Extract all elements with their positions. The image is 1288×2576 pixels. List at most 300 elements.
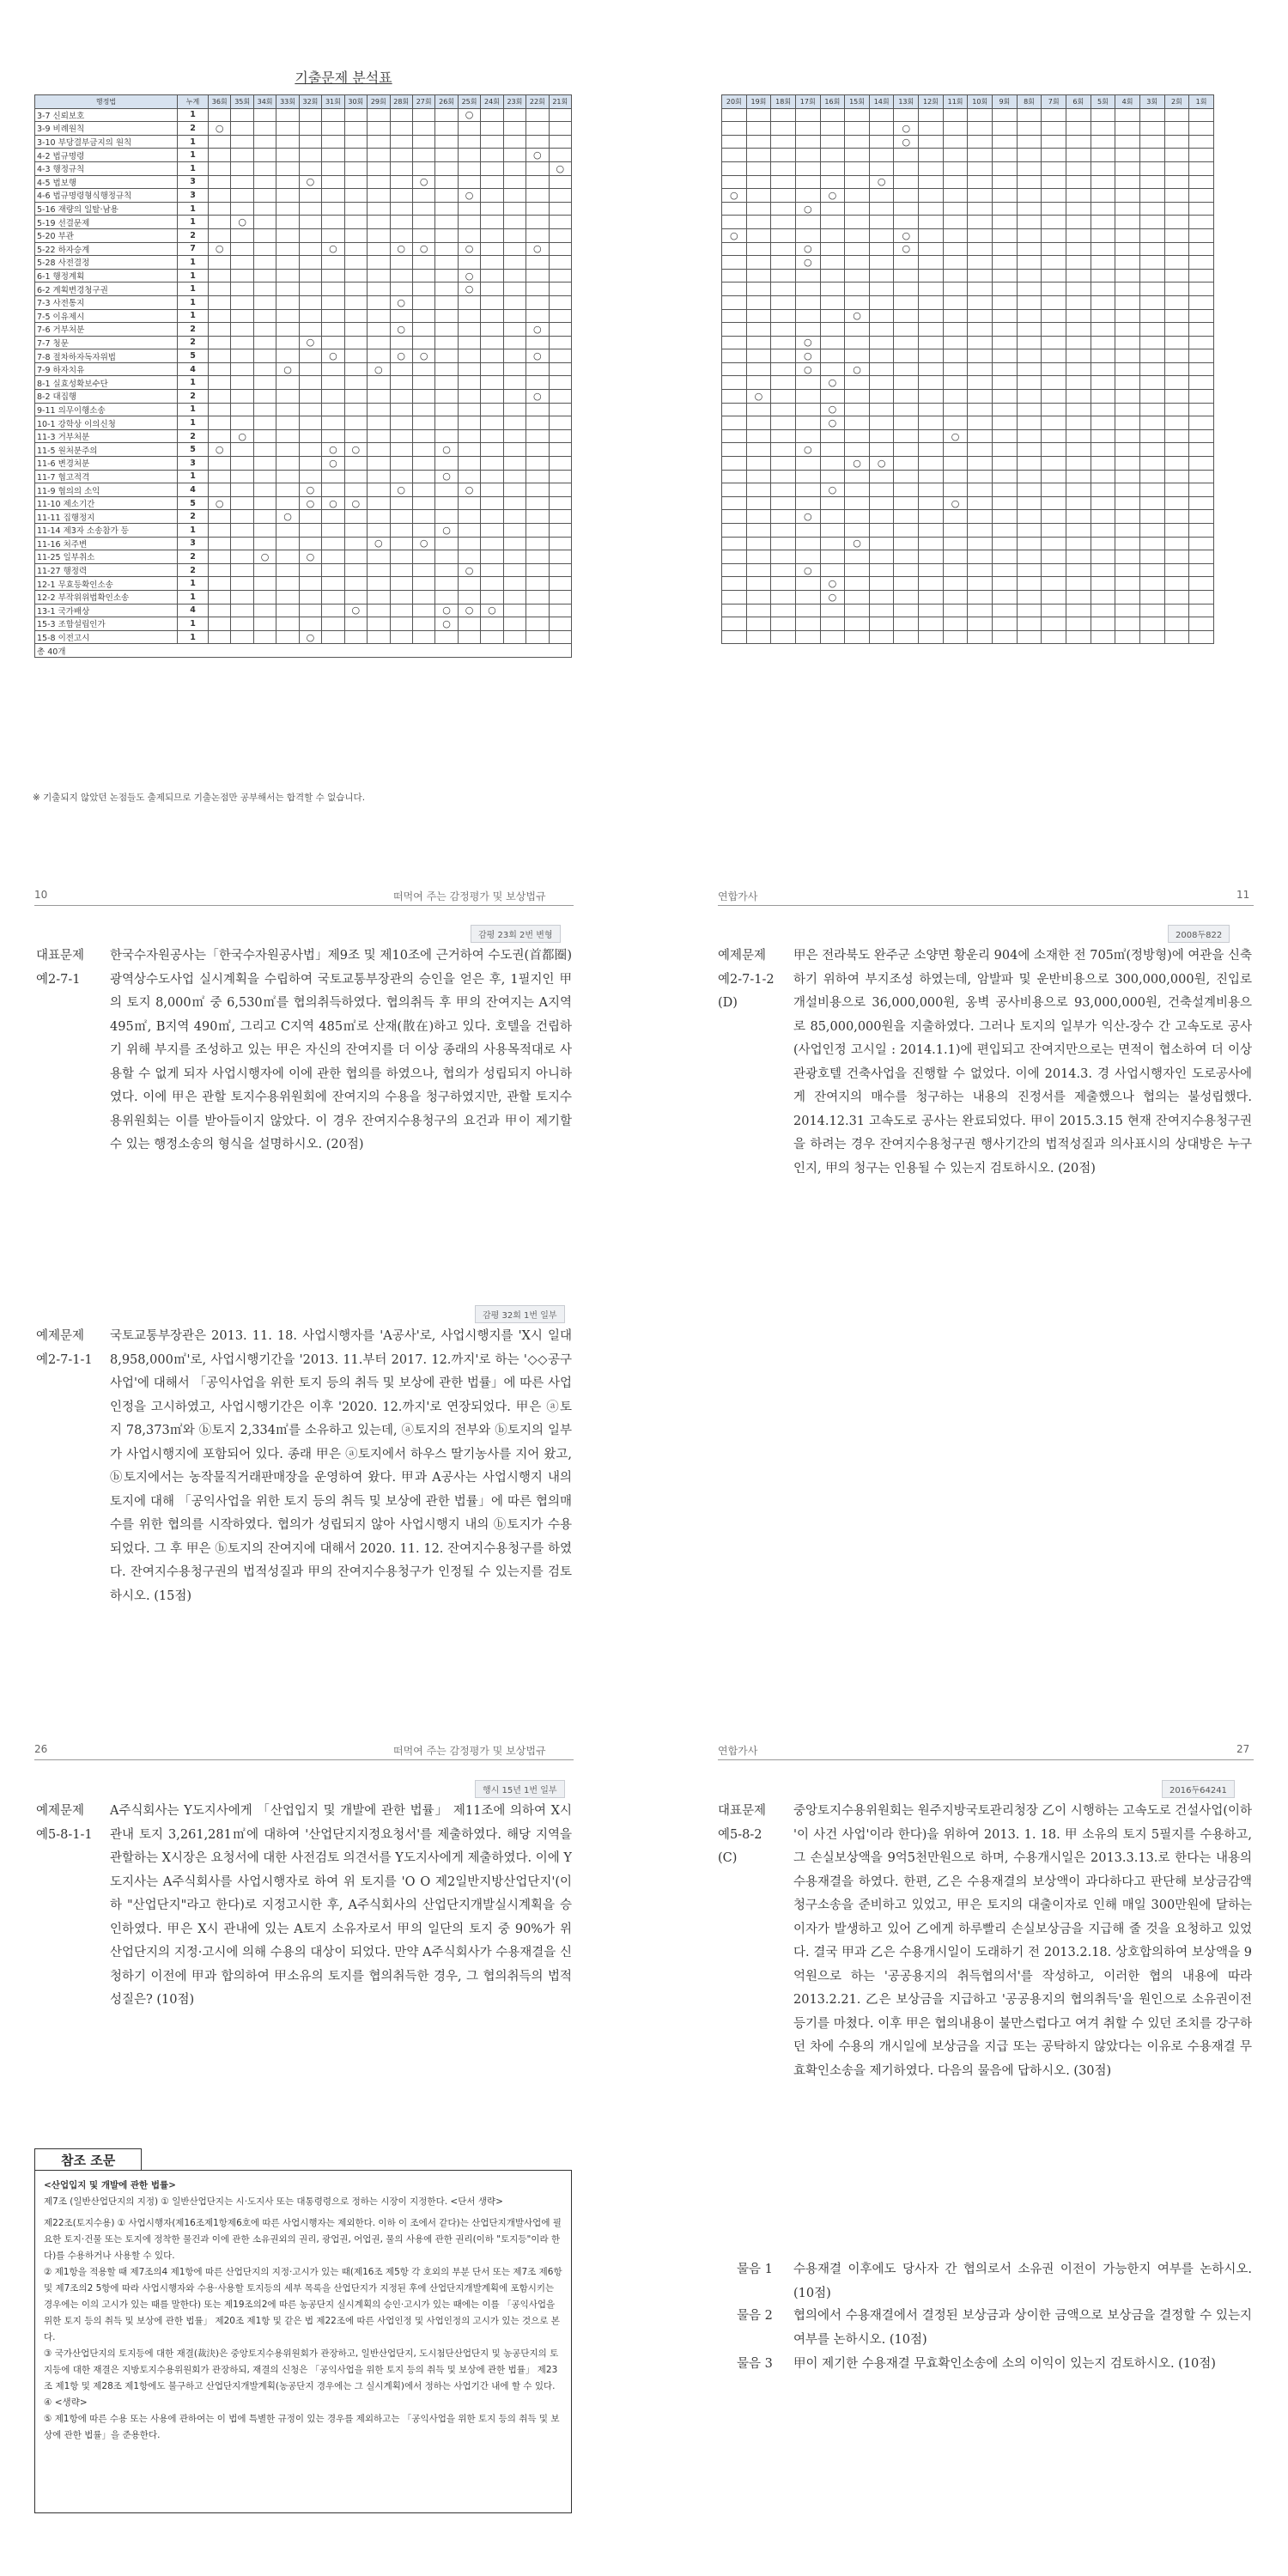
- topic-count: 1: [178, 283, 209, 296]
- table-row: [35, 122, 572, 136]
- empty-cell: [503, 295, 526, 309]
- empty-cell: [1115, 228, 1140, 242]
- empty-cell: [919, 416, 944, 430]
- empty-cell: [820, 309, 845, 323]
- empty-cell: [368, 256, 390, 270]
- empty-cell: [231, 283, 253, 296]
- empty-cell: [209, 135, 231, 149]
- empty-cell: [1164, 228, 1189, 242]
- empty-cell: [526, 429, 549, 443]
- exam-mark: ○: [820, 577, 845, 591]
- table-row: [35, 443, 572, 457]
- empty-cell: [481, 550, 503, 564]
- empty-cell: [322, 524, 344, 538]
- empty-cell: [1115, 550, 1140, 564]
- empty-cell: [458, 390, 480, 404]
- empty-cell: [869, 309, 894, 323]
- exam-mark: ○: [526, 349, 549, 363]
- empty-cell: [209, 537, 231, 550]
- empty-cell: [549, 135, 571, 149]
- empty-cell: [919, 202, 944, 216]
- empty-cell: [795, 630, 820, 644]
- empty-cell: [368, 216, 390, 229]
- empty-cell: [1164, 403, 1189, 416]
- empty-cell: [344, 189, 367, 203]
- empty-cell: [390, 376, 412, 390]
- empty-cell: [1017, 537, 1042, 550]
- empty-cell: [1066, 349, 1091, 363]
- empty-cell: [435, 496, 458, 510]
- analysis-title: 기출문제 분석표: [295, 70, 392, 86]
- empty-cell: [344, 228, 367, 242]
- empty-cell: [1164, 577, 1189, 591]
- reference-line: ③ 국가산업단지의 토지등에 대한 재결(裁決)은 중앙토지수용위원회가 관장하고, 일반산업단지, 도시첨단산업단지 및 농공단지의 토지등에 대한 재결은 지방토지수용위원회가 관장하되, 재결의 신청은 「공익사업을 위한 토지 등의 취득 및 보상에 관한 법률」 제23조 제1항 및 제28조 제1항에도 불구하고 산업단지개발계획(농공단지 경우에는 그 실시계획)에서 정하는 사업기간 내에 할 수 있다.: [44, 2348, 559, 2391]
- empty-cell: [253, 496, 276, 510]
- empty-cell: [1042, 108, 1066, 122]
- empty-cell: [722, 537, 747, 550]
- topic-name: 11-3 거부처분: [35, 429, 178, 443]
- table-row: [722, 135, 1214, 149]
- empty-cell: [299, 390, 321, 404]
- empty-cell: [503, 189, 526, 203]
- empty-cell: [1017, 122, 1042, 136]
- empty-cell: [1115, 242, 1140, 256]
- topic-count: 1: [178, 256, 209, 270]
- empty-cell: [322, 390, 344, 404]
- empty-cell: [1115, 604, 1140, 617]
- empty-cell: [503, 283, 526, 296]
- table-row: [35, 216, 572, 229]
- empty-cell: [919, 336, 944, 349]
- empty-cell: [549, 189, 571, 203]
- empty-cell: [322, 429, 344, 443]
- empty-cell: [299, 563, 321, 577]
- empty-cell: [1139, 496, 1164, 510]
- empty-cell: [1164, 496, 1189, 510]
- empty-cell: [1091, 510, 1115, 524]
- empty-cell: [549, 216, 571, 229]
- empty-cell: [503, 362, 526, 376]
- empty-cell: [1066, 524, 1091, 538]
- table-row: [35, 457, 572, 471]
- topic-name: 7-6 거부처분: [35, 323, 178, 337]
- empty-cell: [968, 563, 993, 577]
- empty-cell: [845, 617, 870, 631]
- topic-name: 11-7 협고적격: [35, 470, 178, 483]
- empty-cell: [1164, 149, 1189, 162]
- empty-cell: [276, 228, 299, 242]
- empty-cell: [322, 256, 344, 270]
- empty-cell: [746, 483, 771, 497]
- empty-cell: [771, 323, 796, 337]
- table-row: [722, 175, 1214, 189]
- empty-cell: [746, 108, 771, 122]
- empty-cell: [968, 429, 993, 443]
- exam-mark: ○: [390, 323, 412, 337]
- page-number: 27: [1236, 1743, 1250, 1755]
- empty-cell: [549, 496, 571, 510]
- empty-cell: [771, 202, 796, 216]
- empty-cell: [820, 269, 845, 283]
- empty-cell: [1091, 470, 1115, 483]
- empty-cell: [344, 323, 367, 337]
- empty-cell: [231, 135, 253, 149]
- topic-count: 1: [178, 309, 209, 323]
- empty-cell: [276, 577, 299, 591]
- empty-cell: [771, 590, 796, 604]
- empty-cell: [869, 256, 894, 270]
- empty-cell: [253, 617, 276, 631]
- empty-cell: [845, 269, 870, 283]
- empty-cell: [253, 362, 276, 376]
- empty-cell: [299, 470, 321, 483]
- empty-cell: [231, 349, 253, 363]
- empty-cell: [481, 524, 503, 538]
- empty-cell: [820, 630, 845, 644]
- topic-count: 1: [178, 403, 209, 416]
- empty-cell: [276, 149, 299, 162]
- empty-cell: [1164, 135, 1189, 149]
- empty-cell: [276, 269, 299, 283]
- empty-cell: [771, 216, 796, 229]
- analysis-footnote: ※ 기출되지 않았던 논점들도 출제되므로 기출논점만 공부해서는 합격할 수 없습니다.: [33, 793, 366, 803]
- empty-cell: [276, 283, 299, 296]
- empty-cell: [299, 108, 321, 122]
- empty-cell: [390, 429, 412, 443]
- empty-cell: [845, 161, 870, 175]
- empty-cell: [845, 149, 870, 162]
- empty-cell: [845, 175, 870, 189]
- table-row: [35, 403, 572, 416]
- header-rule: [718, 1759, 1254, 1760]
- empty-cell: [368, 457, 390, 471]
- empty-cell: [1189, 295, 1214, 309]
- empty-cell: [795, 590, 820, 604]
- empty-cell: [549, 510, 571, 524]
- exam-mark: ○: [322, 457, 344, 471]
- empty-cell: [919, 429, 944, 443]
- table-row: [35, 228, 572, 242]
- empty-cell: [368, 323, 390, 337]
- empty-cell: [894, 403, 919, 416]
- empty-cell: [1189, 161, 1214, 175]
- empty-cell: [771, 149, 796, 162]
- empty-cell: [481, 161, 503, 175]
- empty-cell: [746, 376, 771, 390]
- empty-cell: [1139, 228, 1164, 242]
- empty-cell: [322, 604, 344, 617]
- empty-cell: [1042, 216, 1066, 229]
- table-row: [722, 189, 1214, 203]
- empty-cell: [435, 577, 458, 591]
- empty-cell: [503, 496, 526, 510]
- empty-cell: [458, 309, 480, 323]
- empty-cell: [231, 470, 253, 483]
- empty-cell: [344, 429, 367, 443]
- empty-cell: [253, 242, 276, 256]
- table-row: [35, 135, 572, 149]
- empty-cell: [771, 390, 796, 404]
- exam-mark: ○: [322, 242, 344, 256]
- empty-cell: [943, 216, 968, 229]
- empty-cell: [231, 149, 253, 162]
- round-header: 8회: [1017, 95, 1042, 109]
- empty-cell: [943, 269, 968, 283]
- topic-count: 2: [178, 550, 209, 564]
- empty-cell: [1164, 630, 1189, 644]
- empty-cell: [1042, 443, 1066, 457]
- empty-cell: [412, 590, 434, 604]
- empty-cell: [412, 108, 434, 122]
- empty-cell: [968, 537, 993, 550]
- table-row: [722, 590, 1214, 604]
- empty-cell: [894, 216, 919, 229]
- empty-cell: [368, 122, 390, 136]
- empty-cell: [390, 256, 412, 270]
- empty-cell: [299, 577, 321, 591]
- table-row: [35, 283, 572, 296]
- empty-cell: [412, 563, 434, 577]
- empty-cell: [1164, 242, 1189, 256]
- empty-cell: [869, 390, 894, 404]
- empty-cell: [795, 216, 820, 229]
- empty-cell: [1091, 336, 1115, 349]
- empty-cell: [209, 470, 231, 483]
- empty-cell: [299, 242, 321, 256]
- empty-cell: [549, 429, 571, 443]
- empty-cell: [412, 416, 434, 430]
- empty-cell: [795, 577, 820, 591]
- empty-cell: [820, 216, 845, 229]
- empty-cell: [481, 537, 503, 550]
- empty-cell: [231, 604, 253, 617]
- reference-heading: <산업입지 및 개발에 관한 법률>: [44, 2180, 176, 2190]
- empty-cell: [845, 216, 870, 229]
- empty-cell: [481, 630, 503, 644]
- table-row: [35, 108, 572, 122]
- empty-cell: [458, 470, 480, 483]
- empty-cell: [231, 175, 253, 189]
- empty-cell: [1189, 457, 1214, 471]
- empty-cell: [276, 416, 299, 430]
- empty-cell: [919, 403, 944, 416]
- topic-name: 9-11 의무이행소송: [35, 403, 178, 416]
- empty-cell: [390, 630, 412, 644]
- empty-cell: [1091, 376, 1115, 390]
- empty-cell: [919, 349, 944, 363]
- empty-cell: [503, 376, 526, 390]
- empty-cell: [943, 256, 968, 270]
- table-row: [722, 202, 1214, 216]
- empty-cell: [1017, 429, 1042, 443]
- empty-cell: [1066, 135, 1091, 149]
- empty-cell: [894, 496, 919, 510]
- empty-cell: [820, 604, 845, 617]
- empty-cell: [276, 550, 299, 564]
- empty-cell: [299, 216, 321, 229]
- empty-cell: [526, 309, 549, 323]
- empty-cell: [1139, 563, 1164, 577]
- exam-mark: ○: [845, 537, 870, 550]
- empty-cell: [894, 202, 919, 216]
- empty-cell: [1042, 336, 1066, 349]
- empty-cell: [943, 403, 968, 416]
- round-header: 28회: [390, 95, 412, 109]
- empty-cell: [526, 563, 549, 577]
- empty-cell: [919, 510, 944, 524]
- empty-cell: [435, 175, 458, 189]
- empty-cell: [231, 457, 253, 471]
- empty-cell: [722, 216, 747, 229]
- empty-cell: [1066, 362, 1091, 376]
- empty-cell: [299, 228, 321, 242]
- exam-mark: ○: [820, 189, 845, 203]
- empty-cell: [771, 283, 796, 296]
- empty-cell: [435, 269, 458, 283]
- empty-cell: [968, 630, 993, 644]
- empty-cell: [344, 470, 367, 483]
- empty-cell: [344, 550, 367, 564]
- round-header: 13회: [894, 95, 919, 109]
- empty-cell: [435, 216, 458, 229]
- empty-cell: [503, 590, 526, 604]
- empty-cell: [322, 376, 344, 390]
- empty-cell: [481, 443, 503, 457]
- empty-cell: [1091, 283, 1115, 296]
- empty-cell: [231, 390, 253, 404]
- empty-cell: [503, 309, 526, 323]
- exam-mark: ○: [722, 189, 747, 203]
- empty-cell: [993, 256, 1018, 270]
- empty-cell: [526, 496, 549, 510]
- table-row: [35, 470, 572, 483]
- empty-cell: [1115, 135, 1140, 149]
- empty-cell: [1066, 283, 1091, 296]
- empty-cell: [368, 376, 390, 390]
- exam-mark: ○: [390, 483, 412, 497]
- empty-cell: [993, 295, 1018, 309]
- empty-cell: [1091, 429, 1115, 443]
- empty-cell: [231, 228, 253, 242]
- empty-cell: [1042, 349, 1066, 363]
- table-row: [35, 256, 572, 270]
- round-header: 5회: [1091, 95, 1115, 109]
- empty-cell: [993, 122, 1018, 136]
- empty-cell: [412, 216, 434, 229]
- empty-cell: [771, 362, 796, 376]
- header-rule: [34, 905, 574, 906]
- empty-cell: [746, 617, 771, 631]
- empty-cell: [845, 429, 870, 443]
- empty-cell: [1042, 202, 1066, 216]
- empty-cell: [458, 550, 480, 564]
- table-row: [722, 563, 1214, 577]
- empty-cell: [549, 336, 571, 349]
- empty-cell: [322, 362, 344, 376]
- empty-cell: [526, 510, 549, 524]
- empty-cell: [276, 256, 299, 270]
- empty-cell: [458, 510, 480, 524]
- empty-cell: [820, 470, 845, 483]
- empty-cell: [1066, 189, 1091, 203]
- exam-mark: ○: [795, 336, 820, 349]
- empty-cell: [968, 309, 993, 323]
- empty-cell: [526, 295, 549, 309]
- topic-count: 1: [178, 149, 209, 162]
- topic-name: 5-19 선결문제: [35, 216, 178, 229]
- empty-cell: [1091, 269, 1115, 283]
- empty-cell: [481, 108, 503, 122]
- topic-count: 2: [178, 323, 209, 337]
- empty-cell: [894, 563, 919, 577]
- empty-cell: [1189, 323, 1214, 337]
- empty-cell: [412, 323, 434, 337]
- empty-cell: [1066, 577, 1091, 591]
- empty-cell: [368, 161, 390, 175]
- exam-mark: ○: [820, 416, 845, 430]
- empty-cell: [869, 617, 894, 631]
- empty-cell: [412, 403, 434, 416]
- sub-question-text: 수용재결 이후에도 당사자 간 협의로서 소유권 이전이 가능한지 여부를 논하시오. (10점): [793, 2263, 1252, 2300]
- empty-cell: [1139, 483, 1164, 497]
- table-row: [722, 630, 1214, 644]
- empty-cell: [435, 189, 458, 203]
- empty-cell: [231, 122, 253, 136]
- empty-cell: [253, 429, 276, 443]
- round-header: 10회: [968, 95, 993, 109]
- round-header: 24회: [481, 95, 503, 109]
- round-header: 22회: [526, 95, 549, 109]
- empty-cell: [344, 149, 367, 162]
- empty-cell: [919, 189, 944, 203]
- empty-cell: [1115, 202, 1140, 216]
- empty-cell: [894, 510, 919, 524]
- empty-cell: [993, 175, 1018, 189]
- empty-cell: [368, 563, 390, 577]
- empty-cell: [481, 283, 503, 296]
- empty-cell: [919, 550, 944, 564]
- empty-cell: [722, 429, 747, 443]
- empty-cell: [845, 550, 870, 564]
- empty-cell: [458, 577, 480, 591]
- empty-cell: [795, 295, 820, 309]
- empty-cell: [458, 590, 480, 604]
- exam-mark: ○: [943, 429, 968, 443]
- empty-cell: [1139, 216, 1164, 229]
- reference-line: ② 제1항을 적용할 때 제7조의4 제1항에 따른 산업단지의 지정·고시가 있는 때(제16조 제5항 각 호외의 부분 단서 또는 제7조 제6항 및 제7조의2 5항에 따라 사업시행자와 수용·사용할 토지등의 세부 목록을 산업단지가 지정된 후에 산업단지개발계획에 포함시키는 경우에는 이의 고시가 있는 때를 말한다) 또는 제19조의2에 따른 농공단지 실시계획의 승인·고시가 있는 때에는 이를 「공익사업을 위한 토지 등의 취득 및 보상에 관한 법률」 제20조 제1항 및 같은 법 제22조에 따른 사업인정 및 사업인정의 고시가 있는 것으로 본다.: [44, 2267, 562, 2342]
- topic-name: 6-2 계획변경청구권: [35, 283, 178, 296]
- empty-cell: [746, 228, 771, 242]
- empty-cell: [412, 336, 434, 349]
- empty-cell: [1139, 376, 1164, 390]
- exam-mark: ○: [299, 550, 321, 564]
- empty-cell: [299, 416, 321, 430]
- empty-cell: [993, 443, 1018, 457]
- empty-cell: [746, 256, 771, 270]
- empty-cell: [526, 537, 549, 550]
- exam-mark: ○: [209, 496, 231, 510]
- empty-cell: [209, 309, 231, 323]
- empty-cell: [322, 149, 344, 162]
- topic-count: 7: [178, 242, 209, 256]
- empty-cell: [968, 149, 993, 162]
- empty-cell: [322, 135, 344, 149]
- empty-cell: [1066, 161, 1091, 175]
- empty-cell: [253, 524, 276, 538]
- empty-cell: [919, 537, 944, 550]
- empty-cell: [1189, 496, 1214, 510]
- empty-cell: [322, 617, 344, 631]
